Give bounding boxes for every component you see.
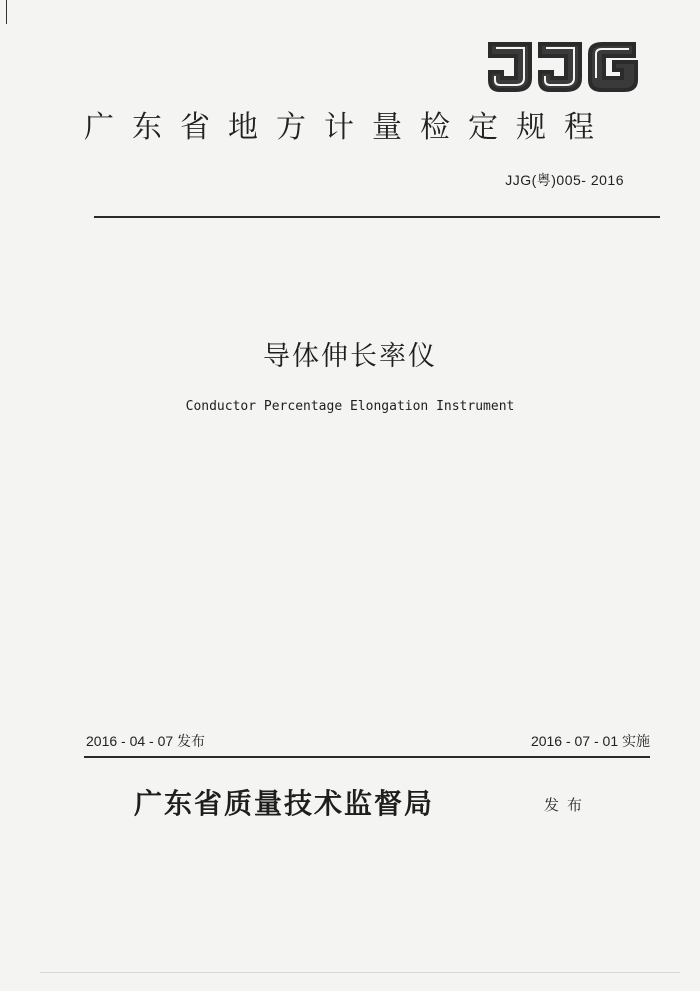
issue-date: 2016 - 04 - 07 发布 [86, 733, 206, 749]
scan-edge-mark [6, 0, 7, 24]
document-number: JJG(粤)005- 2016 [505, 172, 624, 188]
publish-label: 发布 [544, 796, 591, 814]
document-title-chinese: 导体伸长率仪 [263, 341, 437, 372]
page-bottom-edge [40, 972, 680, 973]
jjg-logo [486, 38, 642, 94]
header-divider [94, 216, 660, 218]
effective-date: 2016 - 07 - 01 实施 [530, 733, 650, 749]
regulation-series-title: 广东省地方计量检定规程 [84, 110, 612, 145]
footer-divider [84, 756, 650, 758]
publisher-name: 广东省质量技术监督局 [134, 787, 435, 820]
document-title-english: Conductor Percentage Elongation Instrument [185, 399, 515, 414]
